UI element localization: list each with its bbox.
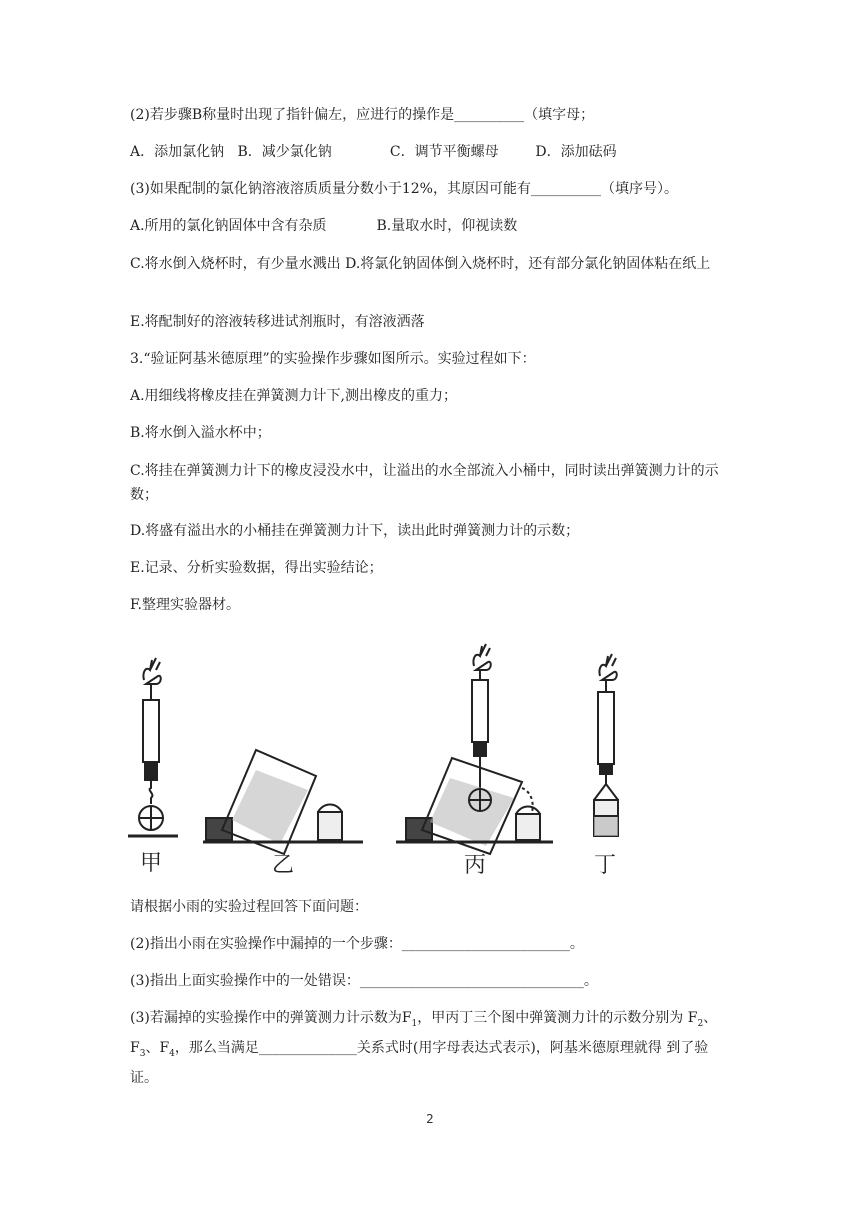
question-error: (3)指出上面实验操作中的一处错误：________________________________。 [130, 973, 598, 989]
p3-step-f: F.整理实验器材。 [130, 597, 240, 613]
archimedes-experiment-figure [128, 640, 738, 880]
q3-sub4: 4 [169, 1048, 175, 1059]
p3-step-b: B.将水倒入溢水杯中； [130, 425, 271, 441]
q2-option-d: D．添加砝码 [535, 144, 617, 160]
q3-options-cd: C.将水倒入烧杯时，有少量水溅出 D.将氯化钠固体倒入烧杯时，还有部分氯化钠固体粘在纸上 [130, 256, 711, 272]
p3-intro: 3.“验证阿基米德原理”的实验操作步骤如图所示。实验过程如下： [130, 351, 536, 367]
panel-bing [396, 644, 553, 878]
spring-scale-ding [598, 692, 614, 764]
p3-step-a: A.用细线将橡皮挂在弹簧测力计下,测出橡皮的重力； [130, 388, 458, 404]
label-jia: 甲 [140, 851, 163, 876]
spring-scale [143, 700, 159, 762]
q3-option-e: E.将配制好的溶液转移进试剂瓶时，有溶液洒落 [130, 314, 425, 330]
q3-sub2: 2 [697, 1018, 704, 1029]
q3-option-b: B.量取水时，仰视读数 [376, 218, 518, 234]
label-yi: 乙 [272, 853, 295, 878]
panel-jia [128, 658, 178, 876]
question-missing-step: (2)指出小雨在实验操作中漏掉的一个步骤：________________________。 [130, 936, 584, 952]
p3-step-d: D.将盛有溢出水的小桶挂在弹簧测力计下，读出此时弹簧测力计的示数； [130, 523, 580, 539]
q3-stem: (3)如果配制的氯化钠溶液溶质质量分数小于12%，其原因可能有__________（填序号）。 [130, 181, 678, 197]
q3-line3: 到了验证。 [130, 1039, 709, 1086]
q3-sub3: 3 [139, 1048, 146, 1059]
support-block [206, 818, 232, 840]
q3-sep2: 、F [145, 1039, 170, 1056]
q2-option-a: A．添加氯化钠 [130, 144, 225, 160]
q2-stem: (2)若步骤B称量时出现了指针偏左，应进行的操作是__________（填字母； [130, 107, 595, 123]
question-formula [130, 1006, 730, 1090]
q3-sep1: 、F [130, 1010, 718, 1056]
questions-lead: 请根据小雨的实验过程回答下面问题： [130, 899, 368, 915]
p3-step-e: E.记录、分析实验数据，得出实验结论； [130, 560, 383, 576]
panel-yi [203, 750, 363, 878]
q2-option-c: C．调节平衡螺母 [389, 144, 499, 160]
q3-line2a: F [687, 1010, 698, 1026]
spring-scale-bing [472, 680, 488, 742]
q2-option-b: B．减少氯化钠 [237, 144, 332, 160]
q3-line2b: ，那么当满足______________关系式时(用字母表达式表示)，阿基米德原理就得 [174, 1039, 662, 1056]
small-bucket [318, 805, 342, 841]
q3-part2: ，甲丙丁三个图中弹簧测力计的示数分别为 [417, 1010, 684, 1026]
overflow-cup [222, 750, 316, 854]
hand-icon [143, 658, 160, 684]
label-bing: 丙 [464, 853, 487, 878]
p3-step-c: C.将挂在弹簧测力计下的橡皮浸没水中，让溢出的水全部流入小桶中，同时读出弹簧测力计的示数； [130, 463, 719, 503]
q2-options [130, 141, 730, 163]
q3-part1: (3)若漏掉的实验操作中的弹簧测力计示数为F [130, 1010, 412, 1026]
q3-options-ab [130, 215, 730, 237]
label-ding: 丁 [594, 853, 617, 878]
page-number: 2 [426, 1112, 434, 1126]
q3-option-a: A.所用的氯化钠固体中含有杂质 [130, 218, 327, 234]
panel-ding [594, 654, 618, 878]
q3-sub1: 1 [411, 1018, 418, 1029]
